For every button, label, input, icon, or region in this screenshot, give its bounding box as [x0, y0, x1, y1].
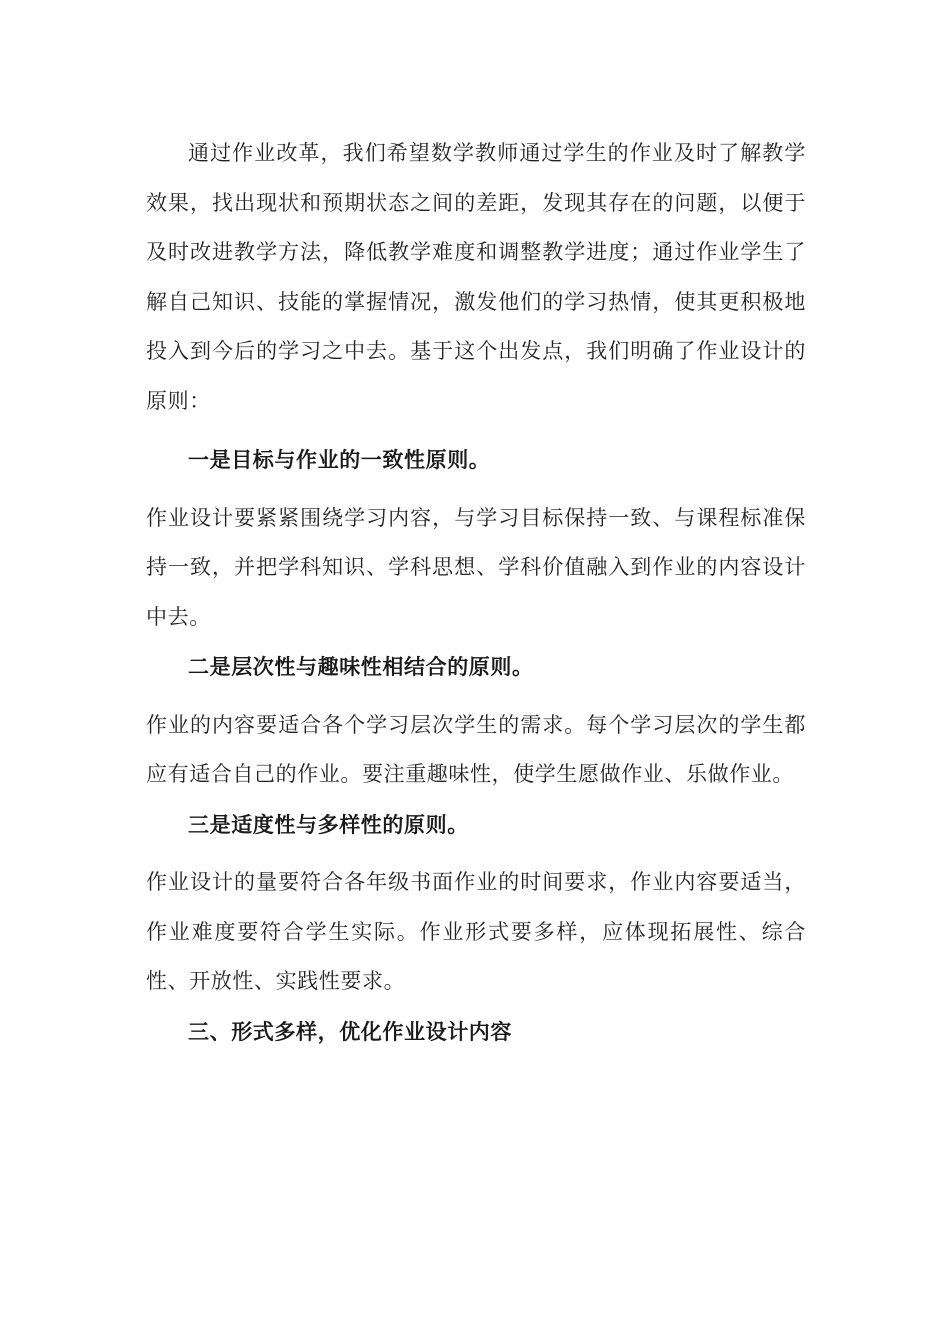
section-3-heading: 三、形式多样，优化作业设计内容: [188, 1018, 512, 1044]
intro-paragraph: 通过作业改革，我们希望数学教师通过学生的作业及时了解教学效果，找出现状和预期状态之间的差距，发现其存在的问题，以便于及时改进教学方法，降低教学难度和调整教学进度；通过作业学生了解自己知识、技能的掌握情况，激发他们的学习热情，使其更积极地投入到今后的学习之中去。基于这个出发点，我们明确了作业设计的原则：: [146, 141, 806, 413]
principle-2-heading: 二是层次性与趣味性相结合的原则。: [188, 654, 534, 679]
principle-3-paragraph: 作业设计的量要符合各年级书面作业的时间要求，作业内容要适当，作业难度要符合学生实际。作业形式要多样，应体现拓展性、综合性、开放性、实践性要求。: [146, 870, 806, 993]
principle-3-heading: 三是适度性与多样性的原则。: [188, 811, 469, 837]
principle-1-paragraph: 作业设计要紧紧围绕学习内容，与学习目标保持一致、与课程标准保持一致，并把学科知识、学科思想、学科价值融入到作业的内容设计中去。: [146, 505, 806, 629]
document-body: [146, 129, 806, 1056]
principle-1-heading: 一是目标与作业的一致性原则。: [188, 447, 491, 472]
principle-2-paragraph: 作业的内容要适合各个学习层次学生的需求。每个学习层次的学生都应有适合自己的作业。要注重趣味性，使学生愿做作业、乐做作业。: [146, 712, 806, 786]
